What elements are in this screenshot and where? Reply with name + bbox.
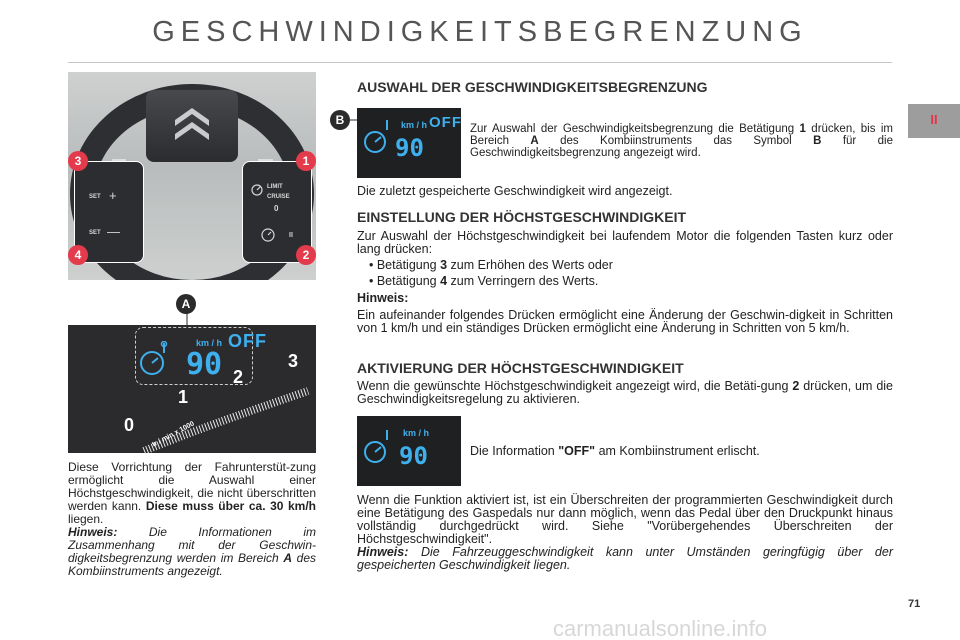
limit-label: LIMIT [267,184,283,190]
instrument-cluster [68,325,316,453]
callout-2: 2 [296,245,316,265]
off-info-text: Die Information "OFF" am Kombiinstrument erlischt. [470,444,760,458]
intro-paragraph: Diese Vorrichtung der Fahrunterstüt-zung ermöglicht die Auswahl einer Höchstgeschwindigkeit, die nicht überschritten werden kann. Diese muss über ca. 30 km/h liegen. Hinweis: Die Informationen im Zusammenhang mit der Geschwin-digkeitsbegrenzung werden im Bereich A des Kombiinstruments angezeigt. [68,460,316,578]
heading-auswahl: AUSWAHL DER GESCHWINDIGKEITSBEGRENZUNG [357,79,708,95]
watermark[interactable]: carmanualsonline.info [553,616,768,640]
gauge-3: 3 [288,351,299,371]
minus-icon[interactable]: — [107,224,120,239]
callout-3: 3 [68,151,88,171]
lcd-unit: km / h [196,338,223,348]
limiter-gauge-icon [363,426,391,466]
overspeed-warning-text: Wenn die Funktion aktiviert ist, ist ein Überschreiten der programmierten Geschwindigkeit durch eine Betätigung des Gaspedals nur dann möglich, wenn das Pedal über den Druckpunkt hinaus vollständig durchgedrückt wird. Siehe "Vorübergehendes Überschreiten der Höchstgeschwindigkeit". [357,493,893,546]
set-minus-label: SET [89,230,101,236]
callout-4: 4 [68,245,88,265]
callout-a: A [176,294,196,314]
gauge-1: 1 [178,387,189,407]
aktivierung-note: Hinweis: Die Fahrzeuggeschwindigkeit kann unter Umständen geringfügig über der gespeicherten Geschwindigkeit liegen. [357,545,893,572]
lcd-off: OFF [228,331,267,351]
page-number: 71 [908,598,921,610]
einstellung-intro: Zur Auswahl der Höchstgeschwindigkeit bei laufendem Motor die folgenden Tasten kurz oder lang drücken: [357,229,893,256]
chapter-tab[interactable]: II [908,104,960,138]
callout-b: B [330,110,350,130]
plus-icon[interactable]: + [109,188,117,203]
pause-label[interactable]: II [289,232,293,239]
gauge-2: 2 [233,367,244,387]
limiter-gauge-icon [138,341,168,377]
lcd-unit: km / h [401,120,428,130]
set-plus-label: SET [89,194,101,200]
heading-aktivierung: AKTIVIERUNG DER HÖCHSTGESCHWINDIGKEIT [357,360,684,376]
auswahl-paragraph: Zur Auswahl der Geschwindigkeitsbegrenzung die Betätigung 1 drücken, bis im Bereich A des Kombiinstruments das Symbol B für die Geschwindigkeitsbegrenzung angezeigt wird. [470,123,893,159]
page-title: GESCHWINDIGKEITSBEGRENZUNG [152,16,808,48]
heading-einstellung: EINSTELLUNG DER HÖCHSTGESCHWINDIGKEIT [357,209,687,225]
callout-1: 1 [296,151,316,171]
aktivierung-paragraph: Wenn die gewünschte Höchstgeschwindigkeit angezeigt wird, die Betäti-gung 2 drücken, um die Geschwindigkeitsregelung zu aktivieren. [357,379,893,406]
bullet-decrease: • Betätigung 4 zum Verringern des Werts. [369,274,599,288]
einstellung-note-label: Hinweis: [357,291,409,305]
cruise-label: CRUISE [267,194,290,200]
lcd-unit: km / h [403,428,430,438]
last-speed-text: Die zuletzt gespeicherte Geschwindigkeit wird angezeigt. [357,184,673,198]
lcd-speed: 90 [399,442,428,470]
zero-label[interactable]: 0 [274,204,279,213]
speedometer-icon [261,228,275,242]
gauge-0: 0 [124,415,135,435]
limiter-icon [251,182,263,196]
title-divider [68,62,892,63]
lcd-limit-off-display [357,108,461,178]
lcd-off: OFF [429,114,462,131]
rpm-unit-label: tr / min x 1000 [151,420,196,449]
lcd-speed: 90 [186,347,223,382]
lcd-limit-active-display [357,416,461,486]
lcd-speed: 90 [395,134,424,162]
einstellung-note-text: Ein aufeinander folgendes Drücken ermöglicht eine Änderung der Geschwin-digkeit in Schritten von 1 km/h und ein ständiges Drücken ermöglicht eine Änderung in Schritten von 5 km/h. [357,308,893,335]
limiter-gauge-icon [363,116,391,156]
bullet-increase: • Betätigung 3 zum Erhöhen des Werts oder [369,258,613,272]
